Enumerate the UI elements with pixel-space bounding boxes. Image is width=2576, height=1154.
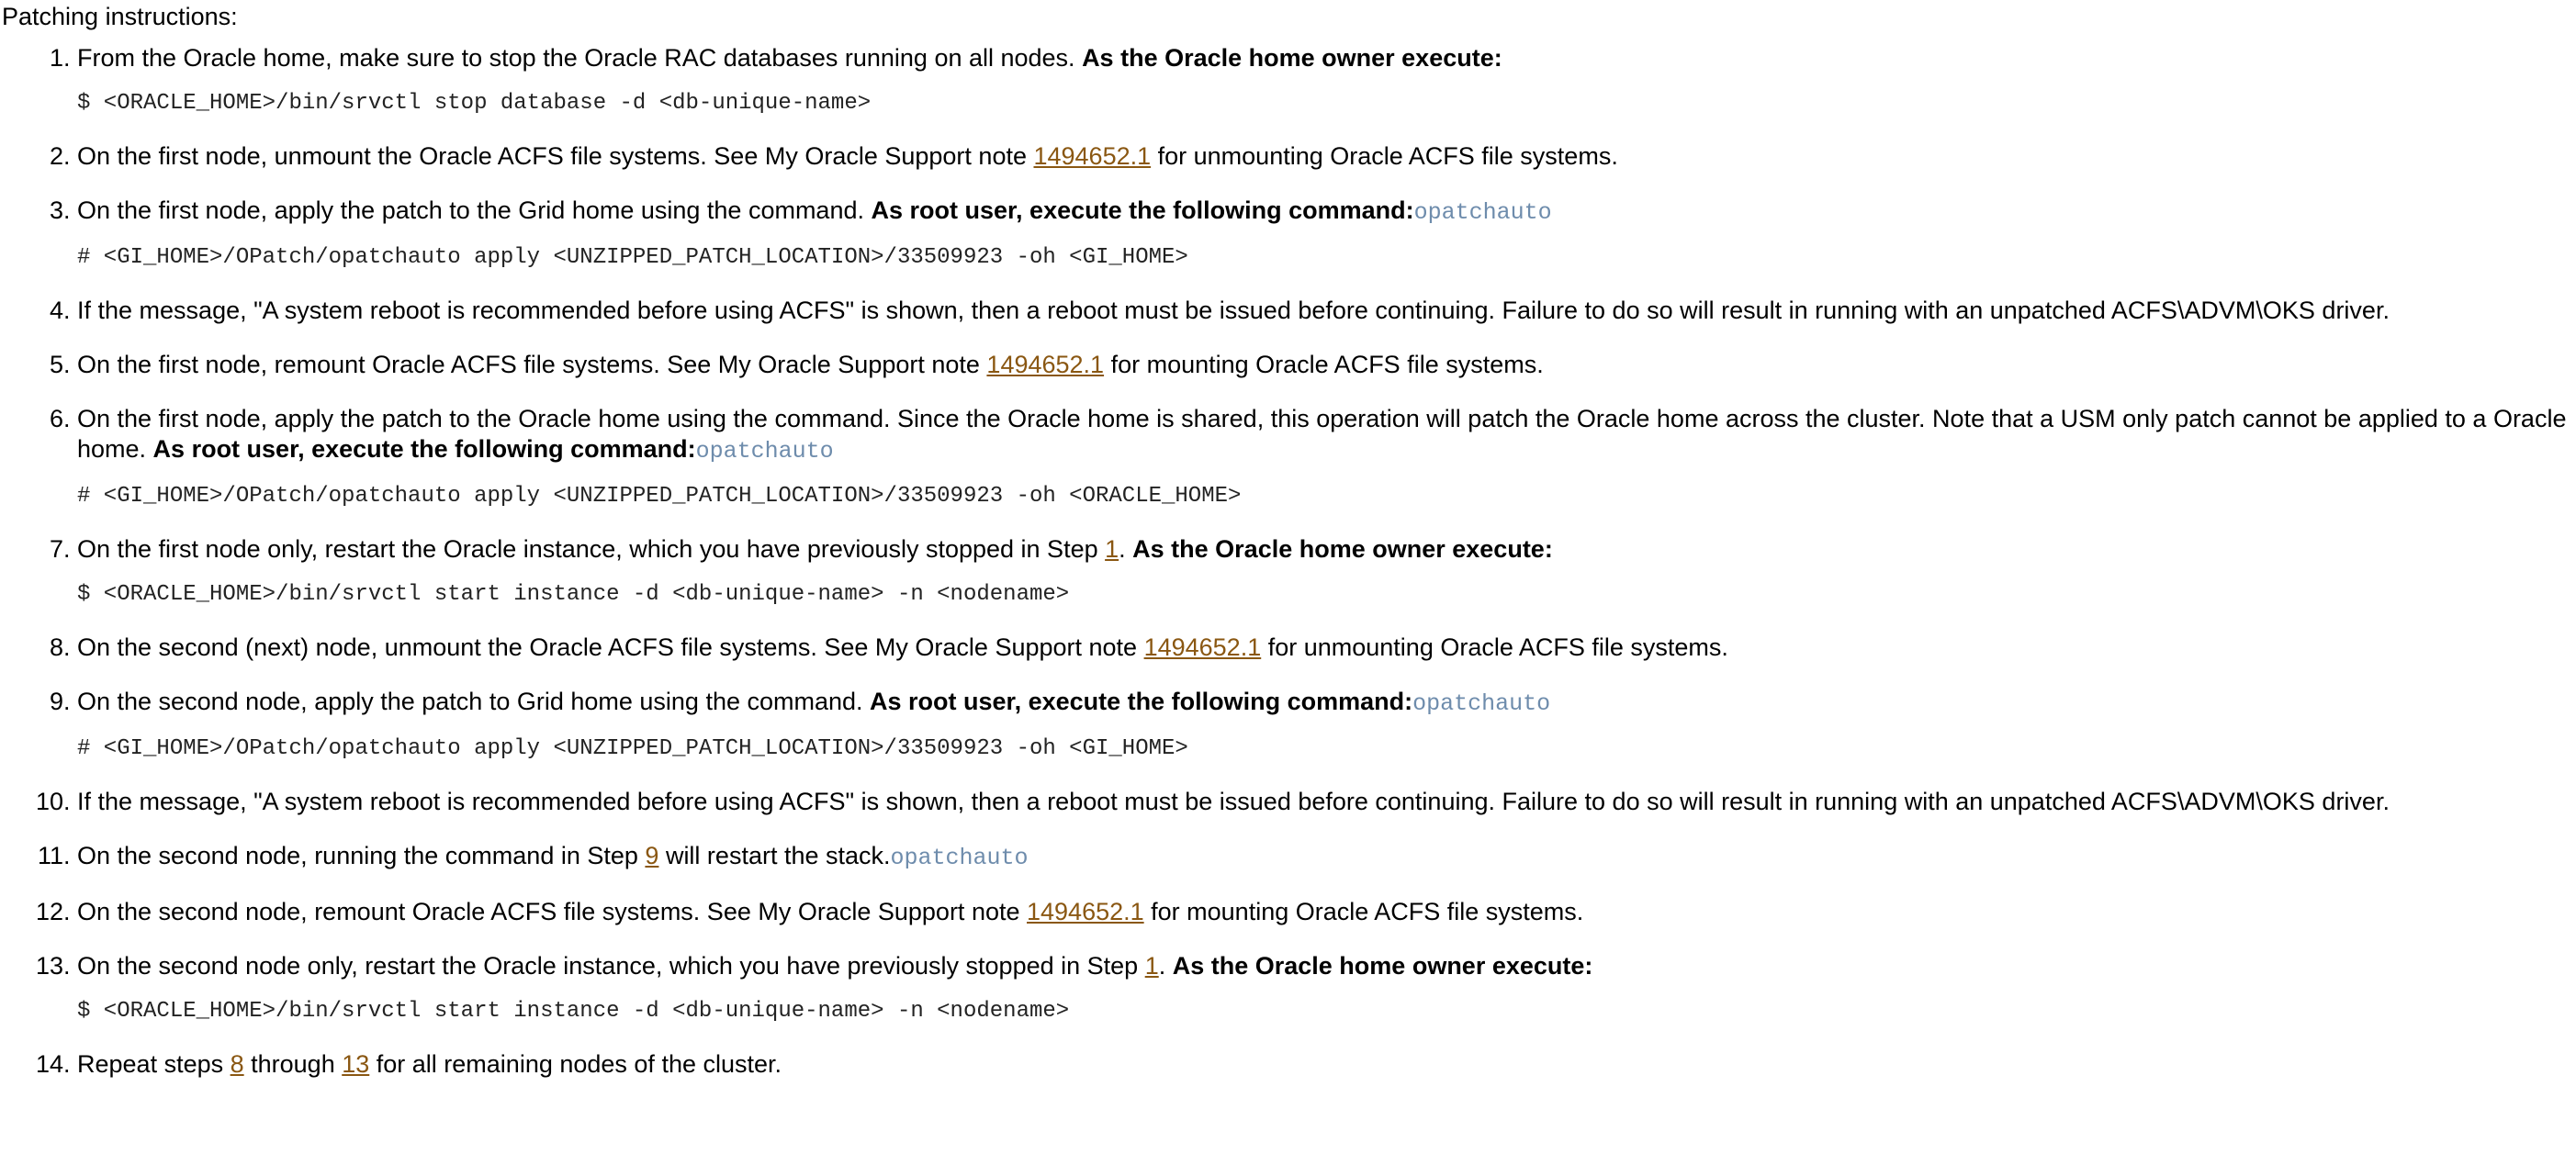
- step-text: for unmounting Oracle ACFS file systems.: [1261, 633, 1728, 661]
- step-item: [77, 350, 2576, 380]
- step-text: for mounting Oracle ACFS file systems.: [1104, 351, 1544, 378]
- step-text: On the first node, unmount the Oracle ACFS file systems. See My Oracle Support note: [77, 142, 1034, 170]
- step-text: On the first node, apply the patch to the Grid home using the command.: [77, 196, 872, 224]
- step-instruction-bold: As root user, execute the following command:: [870, 688, 1413, 715]
- step-reference-link[interactable]: 1: [1105, 535, 1119, 563]
- step-text: If the message, "A system reboot is recommended before using ACFS" is shown, then a reboot must be issued before continuing. Failure to do so will result in running with an unpatched ACFS\ADVM\OKS driver.: [77, 788, 2390, 815]
- step-item: [77, 43, 2576, 118]
- step-text: will restart the stack.: [658, 842, 891, 869]
- step-reference-link[interactable]: 1494652.1: [1027, 898, 1144, 925]
- step-text: Repeat steps: [77, 1050, 231, 1078]
- step-reference-link[interactable]: 13: [342, 1050, 370, 1078]
- inline-command: opatchauto: [1412, 690, 1551, 717]
- step-item: [77, 897, 2576, 927]
- step-text: If the message, "A system reboot is recommended before using ACFS" is shown, then a reboot must be issued before continuing. Failure to do so will result in running with an unpatched ACFS\ADVM\OKS driver.: [77, 297, 2390, 324]
- step-item: [77, 141, 2576, 172]
- step-item: [77, 841, 2576, 873]
- step-text: through: [243, 1050, 343, 1078]
- patching-steps-list: [2, 43, 2576, 1080]
- step-text: On the second (next) node, unmount the Oracle ACFS file systems. See My Oracle Support note: [77, 633, 1144, 661]
- step-text: On the first node, remount Oracle ACFS file systems. See My Oracle Support note: [77, 351, 987, 378]
- step-text: On the second node, running the command in Step: [77, 842, 646, 869]
- step-reference-link[interactable]: 9: [645, 842, 659, 869]
- step-reference-link[interactable]: 1494652.1: [986, 351, 1105, 378]
- step-reference-link[interactable]: 1: [1144, 952, 1159, 980]
- step-text: .: [1119, 535, 1133, 563]
- step-item: [77, 1049, 2576, 1080]
- step-item: [77, 951, 2576, 1025]
- inline-command: opatchauto: [890, 845, 1029, 871]
- step-text: for mounting Oracle ACFS file systems.: [1143, 898, 1584, 925]
- step-text: .: [1158, 952, 1173, 980]
- step-item: [77, 296, 2576, 326]
- step-instruction-bold: As the Oracle home owner execute:: [1082, 44, 1502, 72]
- step-item: [77, 687, 2576, 763]
- intro-text: Patching instructions:: [2, 3, 238, 30]
- step-reference-link[interactable]: 1494652.1: [1143, 633, 1262, 661]
- step-instruction-bold: As root user, execute the following command:: [152, 435, 696, 463]
- step-text: On the second node only, restart the Oracle instance, which you have previously stopped in Step: [77, 952, 1145, 980]
- step-instruction-bold: As the Oracle home owner execute:: [1172, 952, 1593, 980]
- step-text: for unmounting Oracle ACFS file systems.: [1151, 142, 1618, 170]
- step-text: On the second node, apply the patch to Grid home using the command.: [77, 688, 871, 715]
- code-block: $ <ORACLE_HOME>/bin/srvctl start instance -d <db-unique-name> -n <nodename>: [77, 999, 1070, 1024]
- step-item: [77, 633, 2576, 663]
- step-reference-link[interactable]: 1494652.1: [1033, 142, 1152, 170]
- step-item: [77, 196, 2576, 272]
- inline-command: opatchauto: [695, 438, 834, 465]
- code-block: $ <ORACLE_HOME>/bin/srvctl start instance -d <db-unique-name> -n <nodename>: [77, 582, 1070, 607]
- code-block: $ <ORACLE_HOME>/bin/srvctl stop database -d <db-unique-name>: [77, 91, 872, 116]
- step-text: On the first node, apply the patch to the Oracle home using the command. Since the Oracle home is shared, this operation will patch the Oracle home across the cluster. Note that a USM only patch cannot be applied to a Oracle home.: [77, 405, 2567, 463]
- step-instruction-bold: As root user, execute the following command:: [871, 196, 1414, 224]
- code-block: # <GI_HOME>/OPatch/opatchauto apply <UNZIPPED_PATCH_LOCATION>/33509923 -oh <GI_HOME>: [77, 245, 1188, 270]
- step-item: [77, 787, 2576, 817]
- code-block: # <GI_HOME>/OPatch/opatchauto apply <UNZIPPED_PATCH_LOCATION>/33509923 -oh <ORACLE_HOME>: [77, 484, 1242, 509]
- step-instruction-bold: As the Oracle home owner execute:: [1132, 535, 1553, 563]
- inline-command: opatchauto: [1413, 199, 1552, 226]
- step-text: From the Oracle home, make sure to stop the Oracle RAC databases running on all nodes.: [77, 44, 1083, 72]
- step-text: On the second node, remount Oracle ACFS file systems. See My Oracle Support note: [77, 898, 1027, 925]
- step-text: for all remaining nodes of the cluster.: [369, 1050, 782, 1078]
- step-reference-link[interactable]: 8: [230, 1050, 244, 1078]
- step-text: On the first node only, restart the Oracle instance, which you have previously stopped in Step: [77, 535, 1106, 563]
- step-item: [77, 404, 2576, 510]
- code-block: # <GI_HOME>/OPatch/opatchauto apply <UNZIPPED_PATCH_LOCATION>/33509923 -oh <GI_HOME>: [77, 736, 1188, 761]
- step-item: [77, 534, 2576, 609]
